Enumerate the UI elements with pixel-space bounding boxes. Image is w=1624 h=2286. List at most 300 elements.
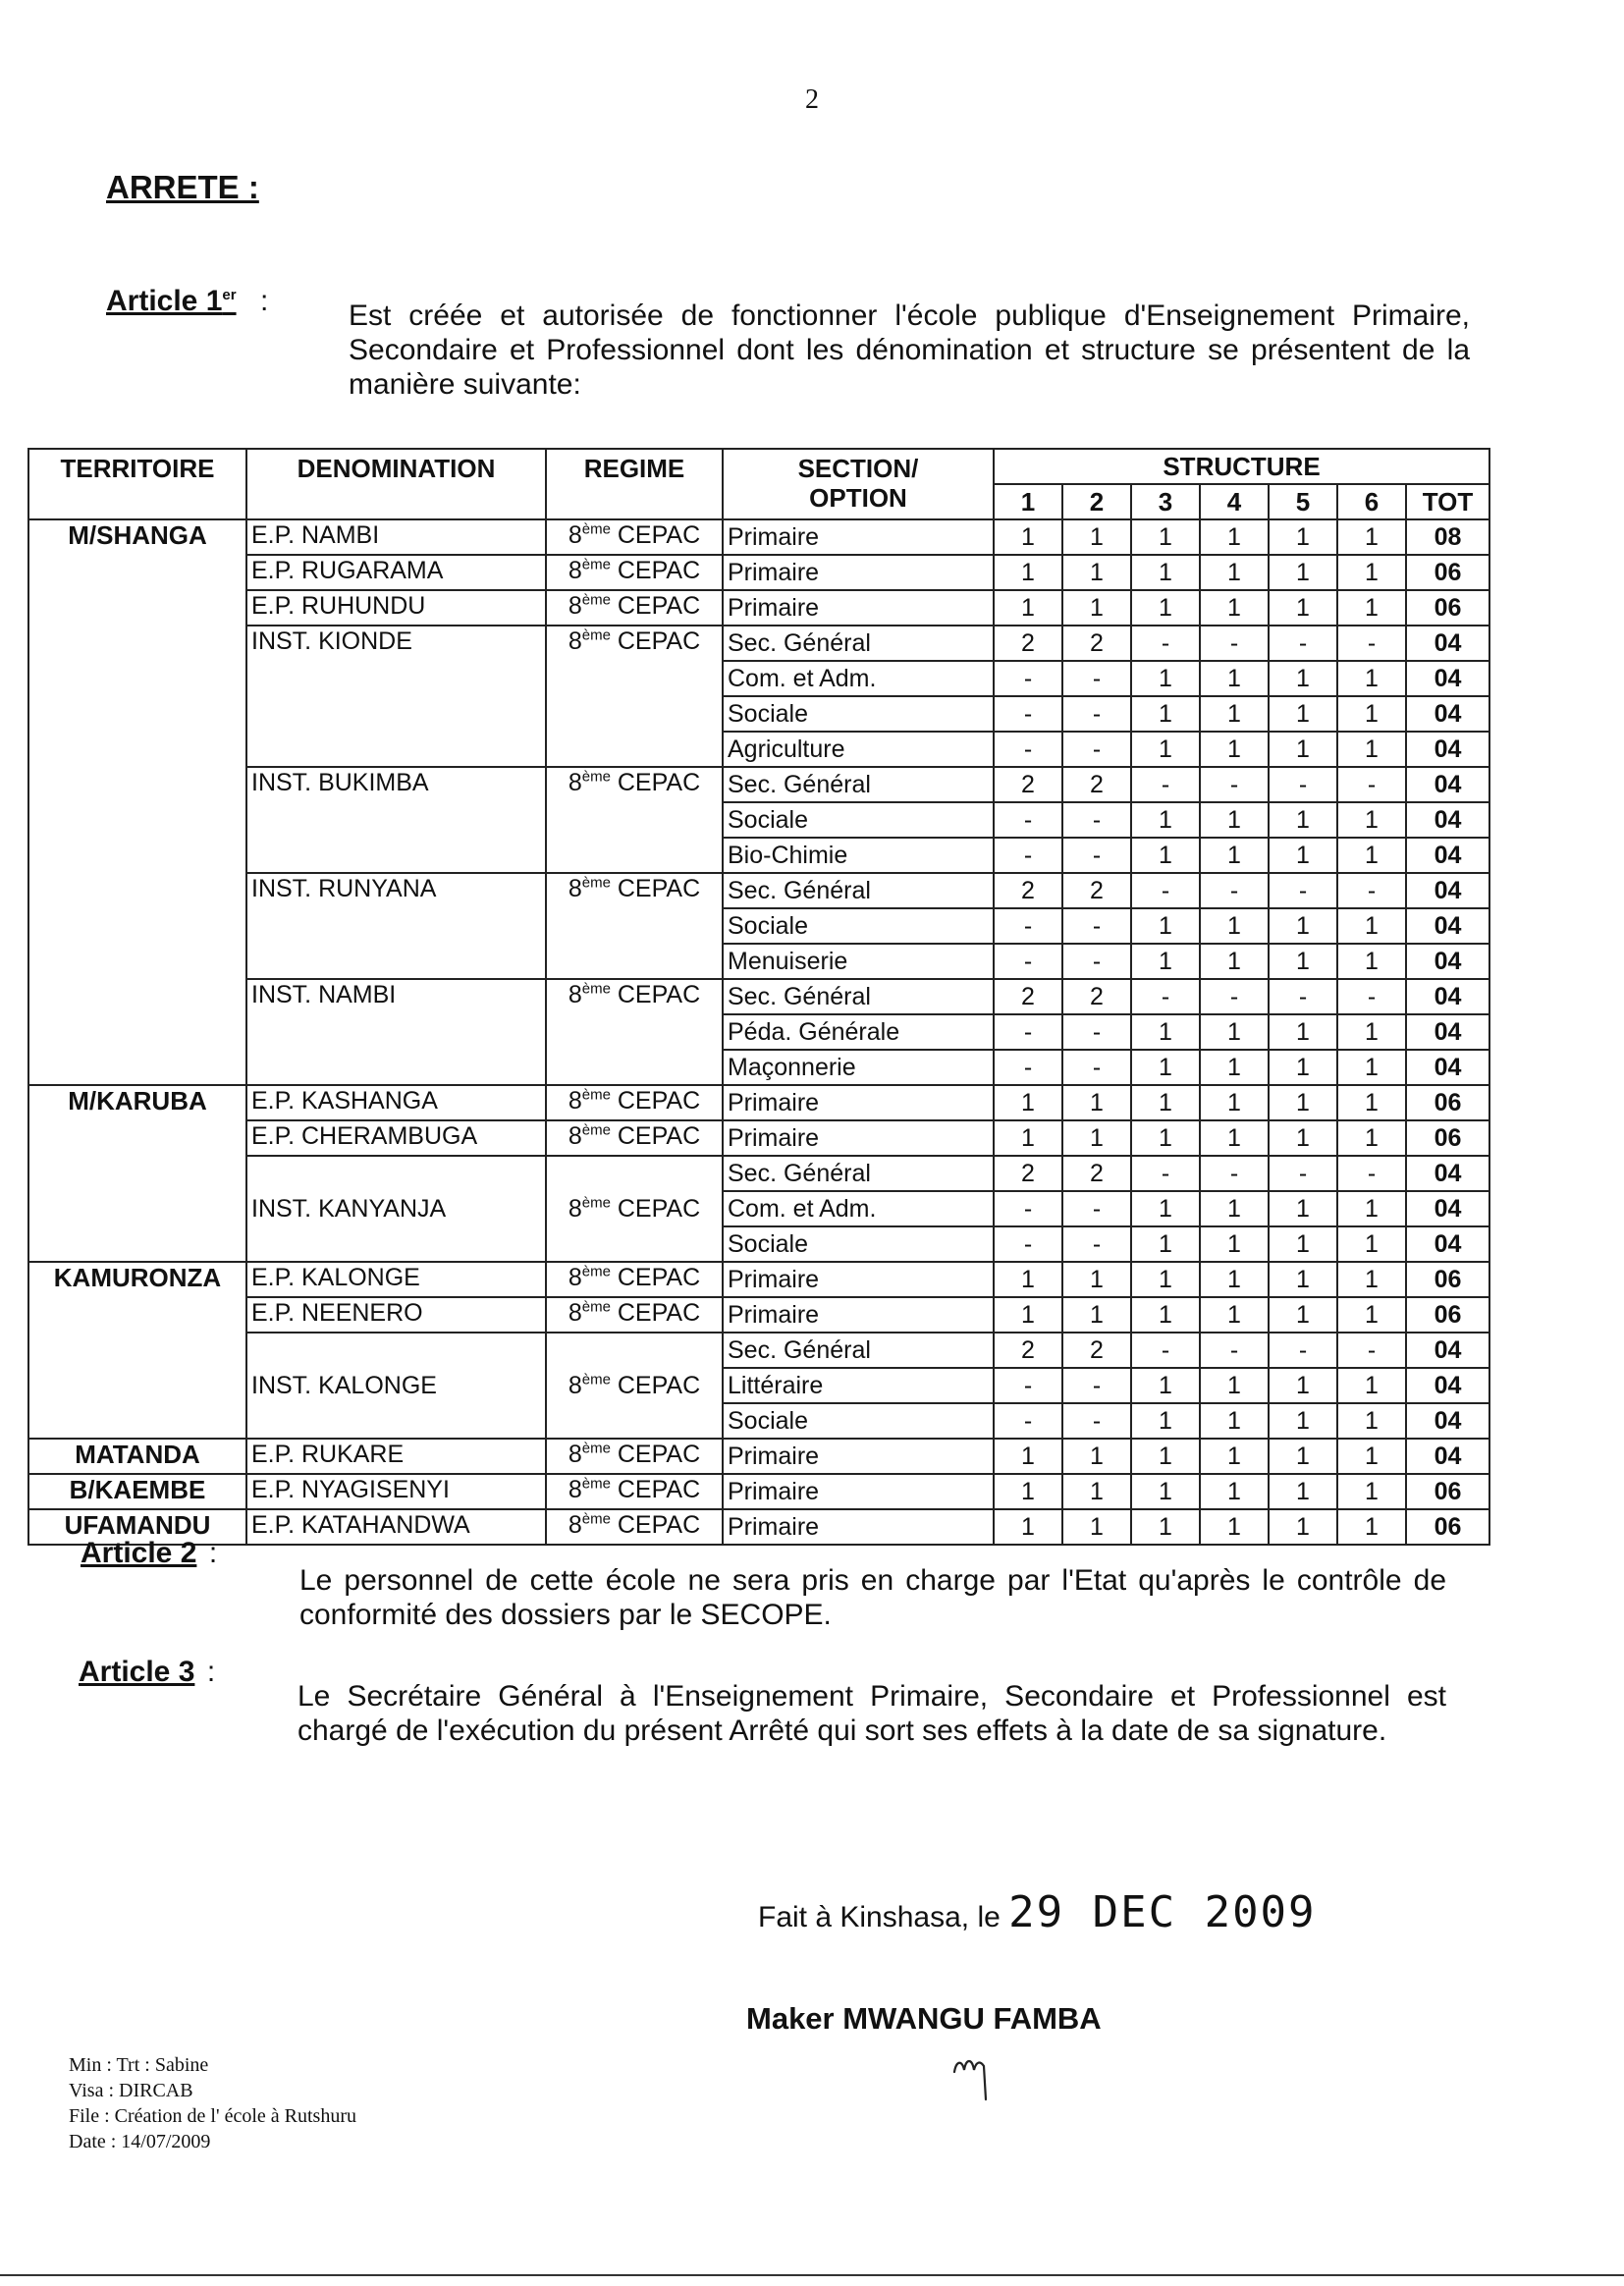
- article-2-colon: :: [208, 1537, 218, 1569]
- regime-sup: ème: [581, 556, 611, 573]
- year-6-cell: 1: [1337, 1297, 1406, 1333]
- regime-cell: [546, 555, 723, 590]
- table-row: [28, 1509, 1489, 1545]
- section-cell: Menuiserie: [723, 944, 994, 979]
- year-6-cell: 1: [1337, 1014, 1406, 1050]
- total-cell: 06: [1406, 590, 1489, 626]
- year-1-cell: 1: [994, 1474, 1062, 1509]
- year-6-cell: 1: [1337, 555, 1406, 590]
- total-cell: 04: [1406, 979, 1489, 1014]
- year-2-cell: 2: [1062, 626, 1131, 661]
- table-row: [28, 590, 1489, 626]
- school-structure-table: [27, 448, 1490, 1546]
- section-cell: Sociale: [723, 802, 994, 838]
- territory-cell: MATANDA: [28, 1439, 246, 1474]
- year-3-cell: 1: [1131, 555, 1200, 590]
- year-1-cell: -: [994, 1226, 1062, 1262]
- year-3-cell: 1: [1131, 908, 1200, 944]
- table-row: [28, 979, 1489, 1014]
- section-cell: Sec. Général: [723, 767, 994, 802]
- territory-cell: B/KAEMBE: [28, 1474, 246, 1509]
- decree-heading: ARRETE :: [106, 169, 259, 205]
- total-cell: 04: [1406, 1439, 1489, 1474]
- table-row: [28, 1439, 1489, 1474]
- regime-sup: ème: [581, 768, 611, 786]
- header-section-line2: OPTION: [809, 483, 907, 513]
- section-cell: Sec. Général: [723, 979, 994, 1014]
- year-2-cell: 2: [1062, 767, 1131, 802]
- denomination-cell: E.P. NEENERO: [246, 1297, 546, 1333]
- year-5-cell: 1: [1269, 590, 1337, 626]
- total-cell: 04: [1406, 873, 1489, 908]
- year-5-cell: 1: [1269, 1474, 1337, 1509]
- year-5-cell: 1: [1269, 1439, 1337, 1474]
- year-6-cell: 1: [1337, 1191, 1406, 1226]
- year-6-cell: 1: [1337, 1226, 1406, 1262]
- year-2-cell: 1: [1062, 1262, 1131, 1297]
- year-2-cell: -: [1062, 1226, 1131, 1262]
- year-5-cell: 1: [1269, 1368, 1337, 1403]
- table-row: [28, 1262, 1489, 1297]
- year-2-cell: -: [1062, 661, 1131, 696]
- denomination-cell: E.P. KALONGE: [246, 1262, 546, 1297]
- year-5-cell: 1: [1269, 519, 1337, 555]
- section-cell: Primaire: [723, 555, 994, 590]
- year-5-cell: 1: [1269, 1014, 1337, 1050]
- year-1-cell: -: [994, 1014, 1062, 1050]
- regime-number: 8: [568, 1372, 582, 1399]
- closing-line: [758, 1887, 1317, 1937]
- regime-cell: [546, 1439, 723, 1474]
- total-cell: 04: [1406, 1156, 1489, 1191]
- year-2-cell: 1: [1062, 1439, 1131, 1474]
- total-cell: 06: [1406, 1262, 1489, 1297]
- year-4-cell: 1: [1200, 1297, 1269, 1333]
- year-2-cell: -: [1062, 1368, 1131, 1403]
- year-3-cell: -: [1131, 1156, 1200, 1191]
- total-cell: 04: [1406, 802, 1489, 838]
- section-cell: Primaire: [723, 1262, 994, 1297]
- year-4-cell: 1: [1200, 1191, 1269, 1226]
- year-6-cell: 1: [1337, 590, 1406, 626]
- section-cell: Sociale: [723, 1403, 994, 1439]
- year-2-cell: -: [1062, 1014, 1131, 1050]
- year-4-cell: 1: [1200, 1226, 1269, 1262]
- section-cell: Sociale: [723, 908, 994, 944]
- year-2-cell: 2: [1062, 873, 1131, 908]
- section-cell: Sec. Général: [723, 1156, 994, 1191]
- header-regime: REGIME: [546, 449, 723, 519]
- year-5-cell: 1: [1269, 1403, 1337, 1439]
- regime-cell: [546, 1333, 723, 1439]
- header-year-2: 2: [1062, 484, 1131, 519]
- handwritten-signature: [950, 2050, 1009, 2109]
- regime-cell: [546, 1085, 723, 1120]
- year-2-cell: 1: [1062, 519, 1131, 555]
- regime-label: CEPAC: [610, 769, 701, 796]
- year-1-cell: 1: [994, 1297, 1062, 1333]
- denomination-cell: INST. KANYANJA: [246, 1156, 546, 1262]
- table-header: [28, 449, 1489, 519]
- year-5-cell: 1: [1269, 944, 1337, 979]
- total-cell: 04: [1406, 1014, 1489, 1050]
- total-cell: 04: [1406, 1191, 1489, 1226]
- regime-number: 8: [568, 1511, 582, 1539]
- denomination-cell: E.P. CHERAMBUGA: [246, 1120, 546, 1156]
- year-6-cell: -: [1337, 979, 1406, 1014]
- regime-sup: ème: [581, 1475, 611, 1493]
- header-year-3: 3: [1131, 484, 1200, 519]
- year-3-cell: -: [1131, 767, 1200, 802]
- year-6-cell: 1: [1337, 1403, 1406, 1439]
- header-year-5: 5: [1269, 484, 1337, 519]
- table-row: [28, 555, 1489, 590]
- year-1-cell: 1: [994, 519, 1062, 555]
- year-6-cell: -: [1337, 626, 1406, 661]
- regime-sup: ème: [581, 980, 611, 998]
- year-4-cell: -: [1200, 873, 1269, 908]
- territory-cell: KAMURONZA: [28, 1262, 246, 1439]
- section-cell: Primaire: [723, 1120, 994, 1156]
- section-cell: Primaire: [723, 1509, 994, 1545]
- header-structure: STRUCTURE: [994, 449, 1489, 484]
- year-4-cell: 1: [1200, 696, 1269, 732]
- year-1-cell: -: [994, 732, 1062, 767]
- year-2-cell: -: [1062, 1050, 1131, 1085]
- year-3-cell: 1: [1131, 1262, 1200, 1297]
- year-5-cell: 1: [1269, 555, 1337, 590]
- total-cell: 06: [1406, 1474, 1489, 1509]
- total-cell: 04: [1406, 944, 1489, 979]
- header-territoire: TERRITOIRE: [28, 449, 246, 519]
- year-2-cell: -: [1062, 908, 1131, 944]
- year-6-cell: 1: [1337, 1050, 1406, 1085]
- regime-cell: [546, 1509, 723, 1545]
- year-2-cell: 2: [1062, 979, 1131, 1014]
- year-4-cell: 1: [1200, 555, 1269, 590]
- header-tot: TOT: [1406, 484, 1489, 519]
- year-4-cell: 1: [1200, 1474, 1269, 1509]
- year-4-cell: 1: [1200, 661, 1269, 696]
- year-2-cell: -: [1062, 802, 1131, 838]
- year-2-cell: -: [1062, 944, 1131, 979]
- regime-label: CEPAC: [610, 1264, 701, 1291]
- header-year-4: 4: [1200, 484, 1269, 519]
- regime-sup: ème: [581, 1194, 611, 1212]
- year-5-cell: 1: [1269, 802, 1337, 838]
- total-cell: 04: [1406, 696, 1489, 732]
- year-3-cell: 1: [1131, 944, 1200, 979]
- footer-line-file: File : Création de l' école à Rutshuru: [69, 2105, 356, 2127]
- year-6-cell: 1: [1337, 1509, 1406, 1545]
- article-2-label: [81, 1537, 217, 1570]
- section-cell: Primaire: [723, 1439, 994, 1474]
- year-4-cell: 1: [1200, 590, 1269, 626]
- header-section-option: [723, 449, 994, 519]
- denomination-cell: INST. RUNYANA: [246, 873, 546, 979]
- section-cell: Bio-Chimie: [723, 838, 994, 873]
- denomination-cell: E.P. KASHANGA: [246, 1085, 546, 1120]
- year-5-cell: 1: [1269, 1085, 1337, 1120]
- year-3-cell: 1: [1131, 1368, 1200, 1403]
- territory-cell: M/KARUBA: [28, 1085, 246, 1262]
- table-row: [28, 519, 1489, 555]
- table-row: [28, 1297, 1489, 1333]
- year-6-cell: 1: [1337, 908, 1406, 944]
- header-denomination: DENOMINATION: [246, 449, 546, 519]
- year-6-cell: 1: [1337, 696, 1406, 732]
- section-cell: Sociale: [723, 696, 994, 732]
- regime-number: 8: [568, 557, 582, 584]
- year-5-cell: 1: [1269, 1509, 1337, 1545]
- closing-place: Fait à Kinshasa, le: [758, 1901, 1001, 1933]
- section-cell: Primaire: [723, 1297, 994, 1333]
- year-5-cell: 1: [1269, 732, 1337, 767]
- total-cell: 06: [1406, 1085, 1489, 1120]
- year-3-cell: 1: [1131, 1439, 1200, 1474]
- year-3-cell: -: [1131, 1333, 1200, 1368]
- year-6-cell: 1: [1337, 1439, 1406, 1474]
- year-3-cell: 1: [1131, 590, 1200, 626]
- year-4-cell: 1: [1200, 1403, 1269, 1439]
- year-4-cell: 1: [1200, 1050, 1269, 1085]
- regime-number: 8: [568, 592, 582, 620]
- year-6-cell: -: [1337, 1156, 1406, 1191]
- footer-line-min: Min : Trt : Sabine: [69, 2054, 209, 2076]
- total-cell: 06: [1406, 1120, 1489, 1156]
- denomination-cell: E.P. KATAHANDWA: [246, 1509, 546, 1545]
- article-3-colon: :: [206, 1656, 216, 1688]
- denomination-cell: E.P. RUGARAMA: [246, 555, 546, 590]
- regime-sup: ème: [581, 591, 611, 609]
- total-cell: 06: [1406, 1297, 1489, 1333]
- year-1-cell: 2: [994, 626, 1062, 661]
- year-5-cell: 1: [1269, 908, 1337, 944]
- year-6-cell: 1: [1337, 732, 1406, 767]
- year-4-cell: 1: [1200, 1262, 1269, 1297]
- regime-cell: [546, 1156, 723, 1262]
- year-3-cell: -: [1131, 979, 1200, 1014]
- year-3-cell: 1: [1131, 696, 1200, 732]
- year-1-cell: -: [994, 1403, 1062, 1439]
- section-cell: Primaire: [723, 590, 994, 626]
- year-2-cell: 1: [1062, 1085, 1131, 1120]
- regime-cell: [546, 873, 723, 979]
- regime-cell: [546, 979, 723, 1085]
- page-number: 2: [805, 84, 819, 115]
- year-4-cell: 1: [1200, 1120, 1269, 1156]
- year-5-cell: 1: [1269, 838, 1337, 873]
- year-3-cell: 1: [1131, 1050, 1200, 1085]
- year-2-cell: 1: [1062, 1297, 1131, 1333]
- total-cell: 04: [1406, 626, 1489, 661]
- year-1-cell: -: [994, 1191, 1062, 1226]
- year-2-cell: 1: [1062, 590, 1131, 626]
- denomination-cell: INST. NAMBI: [246, 979, 546, 1085]
- table-row: [28, 1156, 1489, 1191]
- year-2-cell: 2: [1062, 1333, 1131, 1368]
- header-section-line1: SECTION/: [797, 454, 919, 483]
- year-1-cell: -: [994, 802, 1062, 838]
- regime-number: 8: [568, 1195, 582, 1223]
- section-cell: Primaire: [723, 1085, 994, 1120]
- year-5-cell: -: [1269, 1156, 1337, 1191]
- year-2-cell: -: [1062, 732, 1131, 767]
- year-4-cell: -: [1200, 767, 1269, 802]
- year-1-cell: 1: [994, 1439, 1062, 1474]
- regime-label: CEPAC: [610, 1299, 701, 1327]
- regime-number: 8: [568, 769, 582, 796]
- regime-cell: [546, 626, 723, 767]
- regime-sup: ème: [581, 1086, 611, 1104]
- year-5-cell: 1: [1269, 1191, 1337, 1226]
- total-cell: 04: [1406, 1403, 1489, 1439]
- regime-sup: ème: [581, 626, 611, 644]
- year-1-cell: 1: [994, 1085, 1062, 1120]
- regime-label: CEPAC: [610, 521, 701, 549]
- year-1-cell: 2: [994, 979, 1062, 1014]
- year-6-cell: 1: [1337, 1120, 1406, 1156]
- year-6-cell: 1: [1337, 1368, 1406, 1403]
- year-1-cell: 1: [994, 1509, 1062, 1545]
- regime-cell: [546, 519, 723, 555]
- table-row: [28, 767, 1489, 802]
- year-6-cell: -: [1337, 767, 1406, 802]
- section-cell: Com. et Adm.: [723, 661, 994, 696]
- year-1-cell: 2: [994, 1156, 1062, 1191]
- regime-sup: ème: [581, 520, 611, 538]
- regime-label: CEPAC: [610, 981, 701, 1008]
- section-cell: Péda. Générale: [723, 1014, 994, 1050]
- regime-sup: ème: [581, 1263, 611, 1280]
- regime-label: CEPAC: [610, 1511, 701, 1539]
- table-row: [28, 1474, 1489, 1509]
- year-4-cell: -: [1200, 1156, 1269, 1191]
- regime-label: CEPAC: [610, 1087, 701, 1115]
- article-2-text: Le personnel de cette école ne sera pris en charge par l'Etat qu'après le contrôle de conformité des dossiers par le SECOPE.: [299, 1564, 1446, 1631]
- year-5-cell: 1: [1269, 1226, 1337, 1262]
- year-4-cell: 1: [1200, 519, 1269, 555]
- regime-label: CEPAC: [610, 627, 701, 655]
- total-cell: 04: [1406, 767, 1489, 802]
- regime-sup: ème: [581, 874, 611, 892]
- total-cell: 04: [1406, 908, 1489, 944]
- section-cell: Sec. Général: [723, 1333, 994, 1368]
- regime-number: 8: [568, 1264, 582, 1291]
- year-6-cell: 1: [1337, 1085, 1406, 1120]
- article-2-label-text: Article 2: [81, 1537, 197, 1569]
- total-cell: 06: [1406, 555, 1489, 590]
- year-2-cell: 1: [1062, 1474, 1131, 1509]
- year-4-cell: 1: [1200, 944, 1269, 979]
- year-3-cell: 1: [1131, 1191, 1200, 1226]
- closing-date-stamp: 29 DEC 2009: [1008, 1887, 1317, 1937]
- year-6-cell: 1: [1337, 802, 1406, 838]
- regime-label: CEPAC: [610, 1195, 701, 1223]
- regime-cell: [546, 1474, 723, 1509]
- year-1-cell: 1: [994, 1262, 1062, 1297]
- total-cell: 04: [1406, 1333, 1489, 1368]
- regime-number: 8: [568, 1441, 582, 1468]
- year-1-cell: -: [994, 838, 1062, 873]
- section-cell: Maçonnerie: [723, 1050, 994, 1085]
- table-body: [28, 519, 1489, 1545]
- table-row: [28, 1085, 1489, 1120]
- footer-line-date: Date : 14/07/2009: [69, 2131, 211, 2152]
- regime-sup: ème: [581, 1121, 611, 1139]
- regime-cell: [546, 1297, 723, 1333]
- section-cell: Primaire: [723, 519, 994, 555]
- year-3-cell: 1: [1131, 1474, 1200, 1509]
- year-6-cell: 1: [1337, 838, 1406, 873]
- regime-sup: ème: [581, 1510, 611, 1528]
- year-2-cell: -: [1062, 1403, 1131, 1439]
- section-cell: Agriculture: [723, 732, 994, 767]
- denomination-cell: E.P. RUKARE: [246, 1439, 546, 1474]
- regime-sup: ème: [581, 1371, 611, 1388]
- year-1-cell: 1: [994, 1120, 1062, 1156]
- year-5-cell: 1: [1269, 1297, 1337, 1333]
- year-3-cell: 1: [1131, 519, 1200, 555]
- year-3-cell: 1: [1131, 732, 1200, 767]
- year-4-cell: 1: [1200, 1509, 1269, 1545]
- year-2-cell: 1: [1062, 1120, 1131, 1156]
- regime-cell: [546, 1262, 723, 1297]
- article-1-colon: :: [260, 285, 269, 317]
- total-cell: 04: [1406, 1226, 1489, 1262]
- regime-label: CEPAC: [610, 1122, 701, 1150]
- section-cell: Com. et Adm.: [723, 1191, 994, 1226]
- year-1-cell: -: [994, 944, 1062, 979]
- year-3-cell: 1: [1131, 802, 1200, 838]
- year-4-cell: 1: [1200, 1014, 1269, 1050]
- regime-label: CEPAC: [610, 557, 701, 584]
- year-6-cell: 1: [1337, 519, 1406, 555]
- article-3-text: Le Secrétaire Général à l'Enseignement Primaire, Secondaire et Professionnel est chargé de l'exécution du présent Arrêté qui sort ses effets à la date de sa signature.: [298, 1680, 1446, 1747]
- year-5-cell: -: [1269, 767, 1337, 802]
- year-2-cell: -: [1062, 1191, 1131, 1226]
- territory-cell: UFAMANDU: [28, 1509, 246, 1545]
- total-cell: 08: [1406, 519, 1489, 555]
- regime-number: 8: [568, 1476, 582, 1503]
- total-cell: 04: [1406, 1368, 1489, 1403]
- table-row: [28, 873, 1489, 908]
- year-5-cell: -: [1269, 626, 1337, 661]
- year-6-cell: -: [1337, 1333, 1406, 1368]
- year-4-cell: 1: [1200, 802, 1269, 838]
- table-row: [28, 1333, 1489, 1368]
- territory-cell: M/SHANGA: [28, 519, 246, 1085]
- year-3-cell: 1: [1131, 1509, 1200, 1545]
- denomination-cell: INST. BUKIMBA: [246, 767, 546, 873]
- year-3-cell: 1: [1131, 1085, 1200, 1120]
- table-row: [28, 1120, 1489, 1156]
- total-cell: 04: [1406, 1050, 1489, 1085]
- year-4-cell: 1: [1200, 1439, 1269, 1474]
- year-6-cell: -: [1337, 873, 1406, 908]
- year-5-cell: 1: [1269, 1120, 1337, 1156]
- total-cell: 04: [1406, 732, 1489, 767]
- regime-number: 8: [568, 1122, 582, 1150]
- regime-label: CEPAC: [610, 875, 701, 902]
- bottom-rule: [0, 2274, 1624, 2276]
- regime-label: CEPAC: [610, 592, 701, 620]
- year-4-cell: 1: [1200, 1368, 1269, 1403]
- regime-cell: [546, 767, 723, 873]
- year-3-cell: 1: [1131, 1297, 1200, 1333]
- year-4-cell: 1: [1200, 908, 1269, 944]
- regime-cell: [546, 590, 723, 626]
